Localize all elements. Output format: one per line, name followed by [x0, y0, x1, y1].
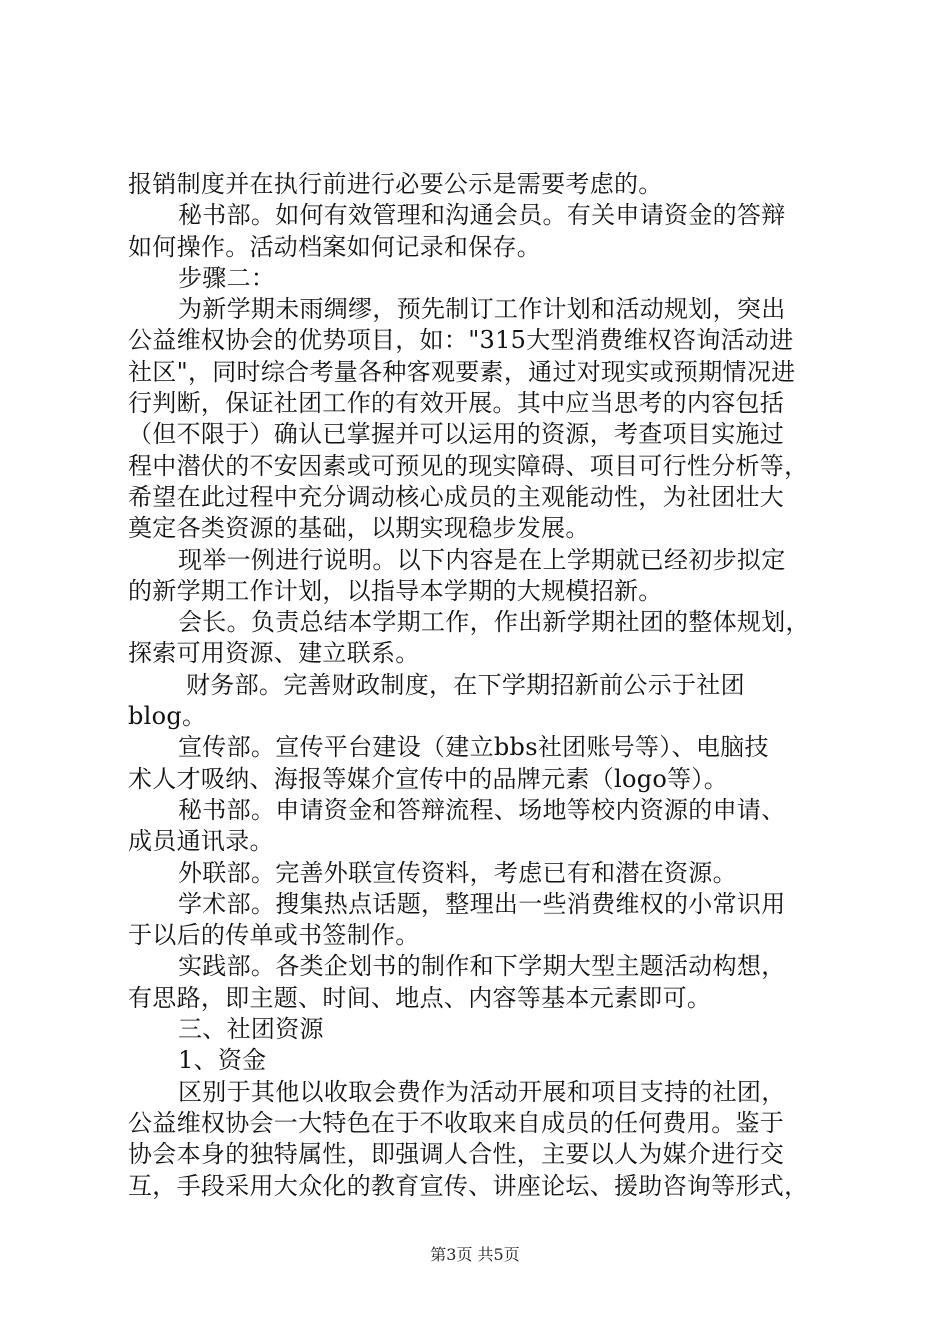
section-heading-resources: 三、社团资源	[178, 1015, 324, 1044]
text-line: 秘书部。申请资金和答辩流程、场地等校内资源的申请、	[178, 795, 786, 824]
text-line: 探索可用资源、建立联系。	[128, 639, 420, 668]
text-line: 社区"，同时综合考量各种客观要素，通过对现实或预期情况进	[128, 357, 796, 386]
text-line: 行判断，保证社团工作的有效开展。其中应当思考的内容包括	[128, 389, 785, 418]
text-line: 有思路，即主题、时间、地点、内容等基本元素即可。	[128, 983, 712, 1012]
document-body	[128, 169, 828, 1202]
text-line: 报销制度并在执行前进行必要公示是需要考虑的。	[128, 170, 663, 198]
text-line: 如何操作。活动档案如何记录和保存。	[128, 232, 542, 261]
text-line: 秘书部。如何有效管理和沟通会员。有关申请资金的答辩	[178, 201, 786, 230]
text-line: 成员通讯录。	[128, 827, 274, 856]
text-line: 学术部。搜集热点话题，整理出一些消费维权的小常识用	[178, 889, 786, 918]
text-line: 公益维权协会的优势项目，如："315大型消费维权咨询活动进	[128, 326, 794, 355]
text-line: 会长。负责总结本学期工作，作出新学期社团的整体规划，	[178, 608, 810, 637]
text-line: blog。	[128, 702, 207, 731]
text-line: （但不限于）确认已掌握并可以运用的资源，考查项目实施过	[128, 420, 785, 449]
text-line: 希望在此过程中充分调动核心成员的主观能动性，为社团壮大	[128, 482, 785, 511]
text-line: 为新学期未雨绸缪，预先制订工作计划和活动规划，突出	[178, 295, 786, 324]
page-number-footer: 第3页 共5页	[430, 1245, 520, 1264]
text-line: 互，手段采用大众化的教育宣传、讲座论坛、援助咨询等形式，	[128, 1171, 809, 1200]
section-heading-step-two: 步骤二：	[178, 263, 276, 292]
text-line: 宣传部。宣传平台建设（建立bbs社团账号等）、电脑技	[178, 733, 769, 762]
text-line: 实践部。各类企划书的制作和下学期大型主题活动构想，	[178, 952, 786, 981]
text-line: 区别于其他以收取会费作为活动开展和项目支持的社团，	[178, 1077, 786, 1106]
text-line: 术人才吸纳、海报等媒介宣传中的品牌元素（logo等）。	[128, 764, 729, 793]
text-line: 奠定各类资源的基础，以期实现稳步发展。	[128, 514, 590, 543]
text-line: 的新学期工作计划，以指导本学期的大规模招新。	[128, 576, 663, 605]
text-line: 于以后的传单或书签制作。	[128, 921, 420, 950]
text-line: 程中潜伏的不安因素或可预见的现实障碍、项目可行性分析等，	[128, 451, 809, 480]
text-line: 财务部。完善财政制度，在下学期招新前公示于社团	[186, 670, 745, 699]
text-line: 公益维权协会一大特色在于不收取来自成员的任何费用。鉴于	[128, 1108, 785, 1137]
subsection-heading-funds: 1、资金	[178, 1046, 267, 1075]
text-line: 现举一例进行说明。以下内容是在上学期就已经初步拟定	[178, 545, 786, 574]
text-line: 协会本身的独特属性，即强调人合性，主要以人为媒介进行交	[128, 1140, 785, 1169]
text-line: 外联部。完善外联宣传资料，考虑已有和潜在资源。	[178, 858, 737, 887]
